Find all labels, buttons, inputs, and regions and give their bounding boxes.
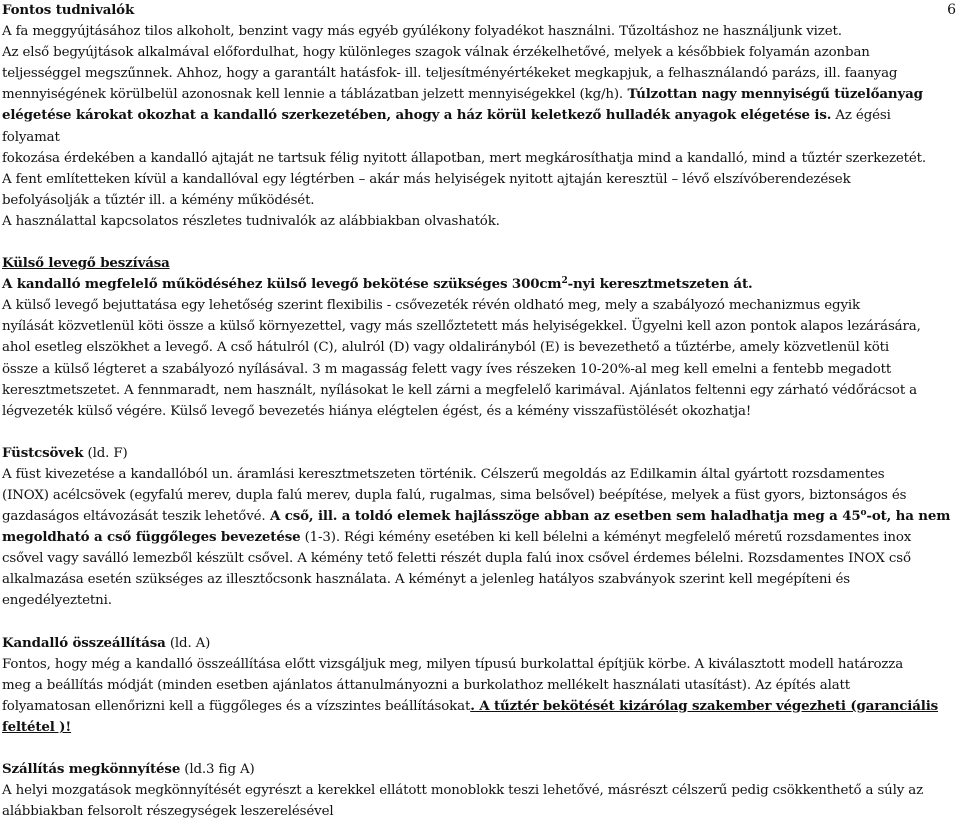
kulso-line-4: össze a külső légteret a szabályozó nyílásával. 3 m magasság felett vagy íves részeken 10-20%-al meg kell emelni a fentebb megadott <box>2 361 892 377</box>
fust-title-suffix: (ld. F) <box>83 445 128 461</box>
kulso-line-3: ahol esetleg elszökhet a levegő. A cső hátulról (C), alulról (D) vagy oldalirányból (E) is bevezethető a tűztérbe, amely közvetlenül köti <box>2 340 890 356</box>
spacer <box>2 422 952 443</box>
kandallo-line-3 <box>2 696 952 717</box>
szallitas-line-1: A helyi mozgatások megkönnyítését egyrészt a kerekkel ellátott monoblokk teszi lehetővé, másrészt célszerű pedig csökkenthető a súly az <box>2 783 924 799</box>
kulso-bold-line <box>2 274 952 295</box>
kandallo-line-3-b: . A tűztér bekötését kizárólag szakember végezheti (garanciális <box>470 697 939 714</box>
fust-line-7: engedélyeztetni. <box>2 593 112 609</box>
page-number: 6 <box>947 2 956 18</box>
section-title-szallitas <box>2 759 952 780</box>
fontos-line-2: Az első begyújtások alkalmával előfordulhat, hogy különleges szagok válnak érzékelhetővé, melyek a későbbiek folyamán azonban <box>2 45 870 61</box>
kandallo-title: Kandalló összeállítása <box>2 634 166 651</box>
fust-line-4-bold: megoldható a cső függőleges bevezetése <box>2 529 301 546</box>
fontos-line-1: A fa meggyújtásához tilos alkoholt, benzint vagy más egyéb gyúlékony folyadékot használni. Tűzoltáshoz ne használjunk vizet. <box>2 24 842 40</box>
fust-line-4 <box>2 527 952 548</box>
szallitas-title: Szállítás megkönnyítése <box>2 761 181 777</box>
kulso-bold-a: A kandalló megfelelő működéséhez külső levegő bekötése szükséges 300cm <box>2 276 562 293</box>
fust-line-2: (INOX) acélcsövek (egyfalú merev, dupla falú merev, dupla falú, rugalmas, sima belsővel) beépítése, melyek a füst gyors, biztonságos és <box>2 487 907 503</box>
fontos-line-7: A fent említetteken kívül a kandallóval egy légtérben – akár más helyiségek nyitott ajtaján keresztül – lévő elszívóberendezések <box>2 171 851 187</box>
fontos-line-4-text: mennyiségének körülbelül azonosnak kell lennie a táblázatban jelzett mennyiségekkel (kg/h). <box>2 87 624 103</box>
spacer <box>2 738 952 759</box>
spacer <box>2 232 952 253</box>
fontos-line-4-bold: Túlzottan nagy mennyiségű tüzelőanyag <box>623 86 923 103</box>
kulso-line-2: nyílását közvetlenül köti össze a külső környezettel, vagy más szellőztetett más helyiségekkel. Ügyelni kell azon pontok alapos lezárására, <box>2 319 921 335</box>
fust-title: Füstcsövek <box>2 444 84 461</box>
fontos-line-6: fokozása érdekében a kandalló ajtaját ne tartsuk félig nyitott állapotban, mert megkárosíthatja mind a kandalló, mind a tűztér szerkezetét. <box>2 150 927 166</box>
kandallo-line-3-a: folyamatosan ellenőrizni kell a függőleges és a vízszintes beállításokat <box>2 698 471 714</box>
fust-line-3-a: gazdaságos eltávozását teszik lehetővé. <box>2 509 266 525</box>
section-title-fontos: Fontos tudnivalók <box>2 2 135 18</box>
fontos-line-5-bold: elégetése károkat okozhat a kandalló szerkezetében, ahogy a ház körül keletkező hulladék anyagok elégetése is. <box>2 107 832 124</box>
fust-line-4-text: (1-3). Régi kémény esetében ki kell bélelni a kéményt megfelelő méretű rozsdamentes inox <box>300 530 912 546</box>
szallitas-title-suffix: (ld.3 fig A) <box>180 762 255 777</box>
kulso-line-1: A külső levegő bejuttatása egy lehetőség szerint flexibilis - csővezeték révén oldható meg, mely a szabályozó mechanizmus egyik <box>2 298 860 314</box>
fust-line-1: A füst kivezetése a kandallóból un. áramlási keresztmetszeten történik. Célszerű megoldás az Edilkamin által gyártott rozsdamentes <box>2 466 885 482</box>
fontos-line-5-text: Az égési folyamat <box>2 108 891 145</box>
kulso-bold-b: -nyi keresztmetszeten át. <box>567 276 753 293</box>
fust-line-6: alkalmazása esetén szükséges az illesztőcsonk használata. A kéményt a jelenleg hatályos szabványok szerint kell megépíteni és <box>2 572 851 588</box>
fontos-line-8: befolyásolják a tűztér ill. a kémény működését. <box>2 192 315 208</box>
kandallo-title-suffix: (ld. A) <box>165 635 211 651</box>
section-title-kandallo <box>2 633 952 654</box>
section-title-fust <box>2 443 952 464</box>
kandallo-line-2: meg a beállítás módját (minden esetben ajánlatos áttanulmányozni a burkolathoz mellékelt használati utasítást). Az építés alatt <box>2 677 851 693</box>
kulso-line-6: légvezeték külső végére. Külső levegő bevezetés hiánya elégtelen égést, és a kémény visszafüstölését okozhatja! <box>2 403 752 419</box>
fust-line-5: csővel vagy saválló lemezből készült csővel. A kémény tető feletti részét dupla falú inox csővel érdemes bélelni. Rozsdamentes INOX cső <box>2 551 911 567</box>
kulso-line-5: keresztmetszetet. A fennmaradt, nem használt, nyílásokat le kell zárni a megfelelő karimával. Ajánlatos feltenni egy zárható védőrácsot a <box>2 382 917 398</box>
spacer <box>2 612 952 633</box>
fontos-line-4 <box>2 84 952 105</box>
fust-line-3-c: -ot, ha nem <box>866 508 951 525</box>
fontos-line-3: teljességgel megszűnnek. Ahhoz, hogy a garantált hatásfok- ill. teljesítményértékeket megkapjuk, a felhasználandó parázs, ill. faanyag <box>2 66 898 82</box>
page-content <box>2 0 952 822</box>
fontos-line-5 <box>2 105 952 147</box>
fust-line-3 <box>2 506 952 527</box>
section-title-kulso: Külső levegő beszívása <box>2 255 170 272</box>
fontos-line-9: A használattal kapcsolatos részletes tudnivalók az alábbiakban olvashatók. <box>2 213 500 229</box>
kandallo-line-1: Fontos, hogy még a kandalló összeállítása előtt vizsgáljuk meg, milyen típusú burkolattal építjük körbe. A kiválasztott modell határozza <box>2 656 904 672</box>
fust-line-3-b: A cső, ill. a toldó elemek hajlásszöge abban az esetben sem haladhatja meg a 45 <box>265 508 861 525</box>
kandallo-line-4: feltétel )! <box>2 718 72 735</box>
kulso-bold-sup: 2 <box>561 276 568 287</box>
fust-line-3-sup: o <box>860 508 867 519</box>
szallitas-line-2: alábbiakban felsorolt részegységek leszerelésével <box>2 804 334 820</box>
